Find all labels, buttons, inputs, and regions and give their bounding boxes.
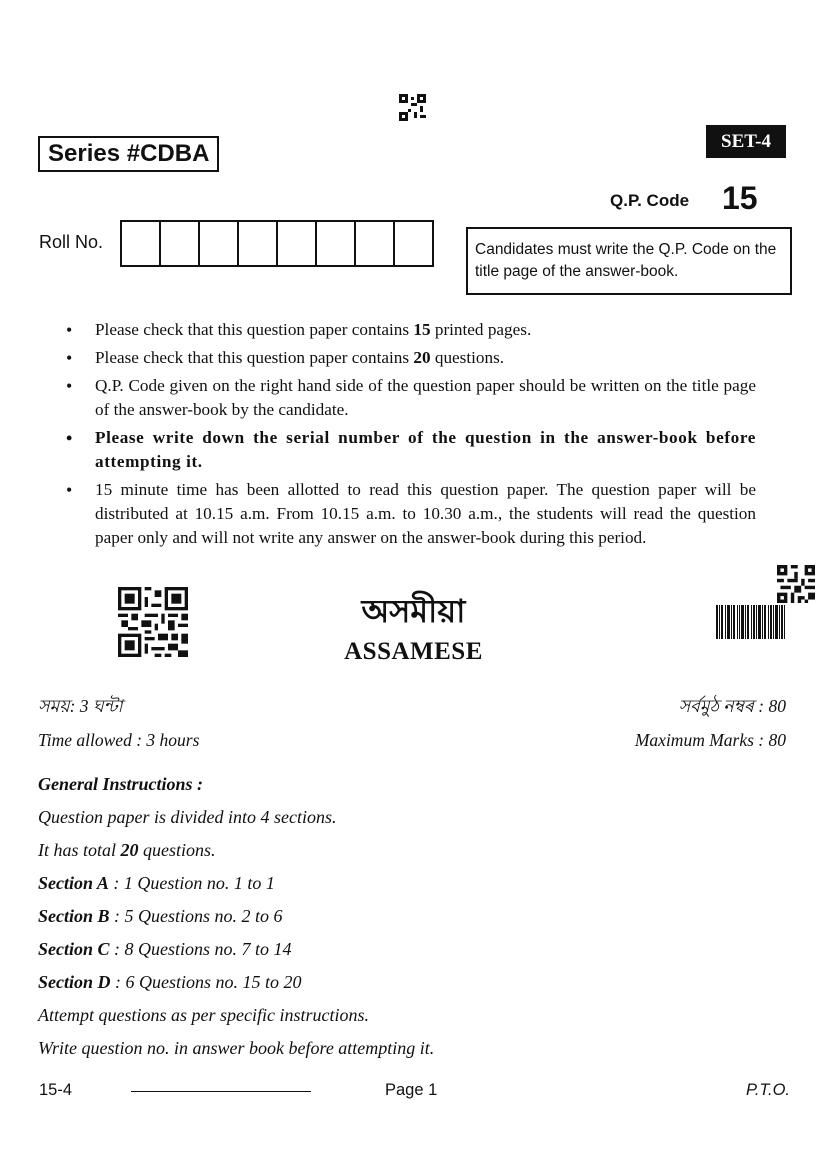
general-line: Write question no. in answer book before attempting it. (38, 1038, 435, 1058)
section-line: Section A : 1 Question no. 1 to 1 (38, 873, 275, 893)
subject-title-english: ASSAMESE (344, 638, 483, 665)
candidates-note: Candidates must write the Q.P. Code on the title page of the answer-book. (466, 227, 792, 295)
instruction-item: • 15 minute time has been allotted to read this question paper. The question paper will be distributed at 10.15 a.m. From 10.15 a.m. to 10.30 a.m., the students will read the question paper only and will not write any answer on the answer-book during this period. (66, 478, 756, 550)
roll-no-cell[interactable] (356, 222, 395, 265)
roll-no-cell[interactable] (200, 222, 239, 265)
roll-no-grid[interactable] (120, 220, 434, 267)
qp-code-label: Q.P. Code (610, 191, 690, 210)
pto-label: P.T.O. (745, 1081, 790, 1099)
general-instructions-title: General Instructions : (38, 774, 204, 794)
marks-assamese: সৰ্বমুঠ নম্বৰ : 80 (678, 696, 786, 716)
section-line: Section B : 5 Questions no. 2 to 6 (38, 906, 283, 926)
section-line: Section D : 6 Questions no. 15 to 20 (38, 972, 302, 992)
set-badge: SET-4 (706, 125, 786, 158)
marks-english: Maximum Marks : 80 (634, 730, 786, 750)
top-qr-code (399, 94, 426, 121)
section-line: Section C : 8 Questions no. 7 to 14 (38, 939, 292, 959)
time-assamese: সময়: 3 ঘন্টা (38, 696, 123, 716)
roll-no-cell[interactable] (161, 222, 200, 265)
page-number: Page 1 (385, 1081, 438, 1099)
roll-no-cell[interactable] (239, 222, 278, 265)
instruction-item: • Please check that this question paper contains 20 questions. (66, 346, 756, 370)
instruction-item: • Please check that this question paper contains 15 printed pages. (66, 318, 756, 342)
subject-title-assamese: অসমীয়া (361, 593, 466, 629)
general-line: Question paper is divided into 4 sections. (38, 807, 337, 827)
roll-no-label: Roll No. (39, 232, 104, 252)
time-english: Time allowed : 3 hours (38, 730, 200, 750)
footer-divider (131, 1091, 311, 1092)
roll-no-cell[interactable] (317, 222, 356, 265)
roll-no-cell[interactable] (122, 222, 161, 265)
general-line: Attempt questions as per specific instructions. (38, 1005, 369, 1025)
footer-code: 15-4 (39, 1081, 73, 1099)
roll-no-cell[interactable] (278, 222, 317, 265)
instruction-item: • Please write down the serial number of the question in the answer-book before attempting it. (66, 426, 756, 474)
qp-code-value: 15 (722, 180, 758, 216)
instruction-list (66, 318, 756, 554)
instruction-item: • Q.P. Code given on the right hand side of the question paper should be written on the title page of the answer-book by the candidate. (66, 374, 756, 422)
roll-no-cell[interactable] (395, 222, 432, 265)
series-label: Series #CDBA (38, 136, 219, 172)
general-line: It has total 20 questions. (38, 840, 216, 860)
